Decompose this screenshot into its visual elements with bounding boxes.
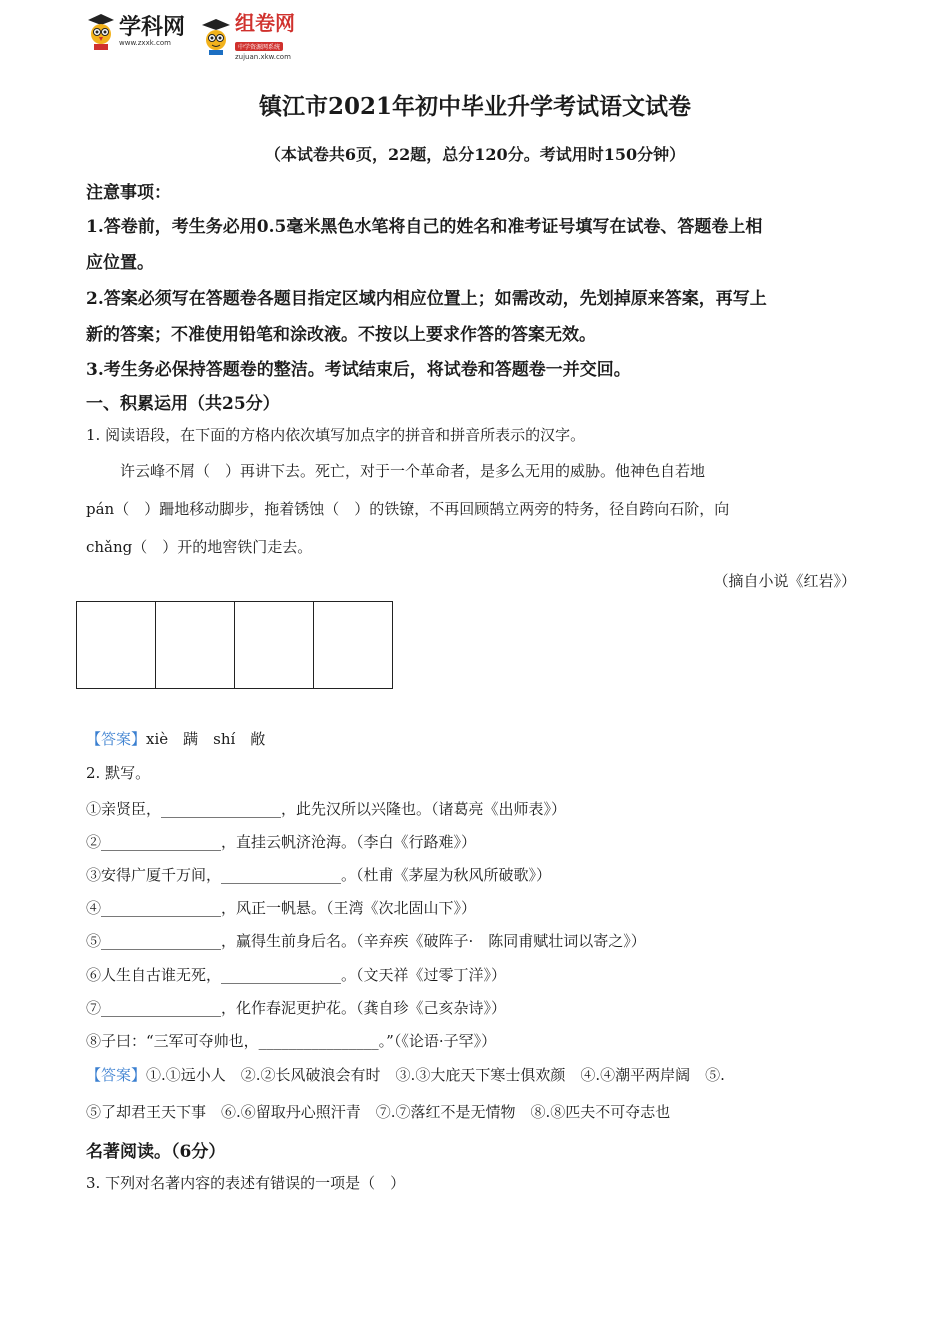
logo2-name: 组卷网 bbox=[235, 11, 295, 35]
logo1-name: 学科网 bbox=[119, 15, 186, 40]
zxxk-logo bbox=[86, 12, 185, 52]
answer-grid bbox=[76, 601, 393, 689]
q2-line-7: ⑦________________，化作春泥更护花。（龚自珍《己亥杂诗》） bbox=[86, 999, 507, 1017]
q1-source: （摘自小说《红岩》） bbox=[713, 572, 856, 590]
zujuan-logo bbox=[200, 12, 295, 61]
q1-stem: 1. 阅读语段，在下面的方格内依次填写加点字的拼音和拼音所表示的汉字。 bbox=[86, 426, 586, 444]
q3-stem: 3. 下列对名著内容的表述有错误的一项是（ ） bbox=[86, 1174, 406, 1192]
q2-answer-tag: 【答案】 bbox=[86, 1066, 147, 1084]
notice-item1-line2: 应位置。 bbox=[86, 253, 154, 273]
q2-stem: 2. 默写。 bbox=[86, 764, 151, 782]
answer-box-4[interactable] bbox=[314, 602, 392, 688]
q2-line-8: ⑧子曰：“三军可夺帅也，________________。”（《论语·子罕》） bbox=[86, 1032, 497, 1050]
q2-line-4: ④________________，风正一帆悬。（王湾《次北固山下》） bbox=[86, 899, 477, 917]
q1-para-line3: chǎng（ ）开的地窖铁门走去。 bbox=[86, 538, 313, 556]
answer-box-1[interactable] bbox=[77, 602, 156, 688]
q2-line-2: ②________________，直挂云帆济沧海。（李白《行路难》） bbox=[86, 833, 477, 851]
q2-answer-line1 bbox=[86, 1064, 725, 1085]
q2-line-1: ①亲贤臣，________________，此先汉所以兴隆也。（诸葛亮《出师表》） bbox=[86, 800, 567, 818]
section2-heading: 名著阅读。（6分） bbox=[86, 1142, 226, 1162]
logo1-url: www.zxxk.com bbox=[119, 39, 171, 47]
scholar-mascot-icon bbox=[200, 17, 232, 57]
notice-item2-line2: 新的答案；不准使用铅笔和涂改液。不按以上要求作答的答案无效。 bbox=[86, 325, 596, 345]
q2-line-3: ③安得广厦千万间，________________。（杜甫《茅屋为秋风所破歌》） bbox=[86, 866, 552, 884]
notice-item3: 3.考生务必保持答题卷的整洁。考试结束后，将试卷和答题卷一并交回。 bbox=[86, 360, 631, 380]
q1-answer bbox=[86, 728, 265, 749]
q2-answer-text1: ①.①远小人 ②.②长风破浪会有时 ③.③大庇天下寒士俱欢颜 ④.④潮平两岸阔 ⑤. bbox=[146, 1066, 725, 1084]
q2-answer-line2: ⑤了却君王天下事 ⑥.⑥留取丹心照汗青 ⑦.⑦落红不是无情物 ⑧.⑧匹夫不可夺志也 bbox=[86, 1103, 671, 1121]
section1-heading: 一、积累运用（共25分） bbox=[86, 394, 280, 414]
q1-para-line1: 许云峰不屑（ ）再讲下去。死亡，对于一个革命者，是多么无用的威胁。他神色自若地 bbox=[120, 462, 706, 480]
page-title: 镇江市2021年初中毕业升学考试语文试卷 bbox=[258, 93, 691, 120]
q2-line-6: ⑥人生自古谁无死，________________。（文天祥《过零丁洋》） bbox=[86, 966, 507, 984]
logo2-band: 中学资源网系统 bbox=[235, 42, 283, 51]
q1-para-line2: pán（ ）跚地移动脚步，拖着锈蚀（ ）的铁镣，不再回顾鹄立两旁的特务，径自跨向石阶，向 bbox=[86, 500, 730, 518]
notice-heading: 注意事项： bbox=[86, 183, 171, 203]
q1-answer-text: xiè 蹒 shí 敞 bbox=[146, 730, 266, 748]
answer-box-2[interactable] bbox=[156, 602, 235, 688]
page-subtitle: （本试卷共6页，22题，总分120分。考试用时150分钟） bbox=[264, 145, 686, 164]
q2-line-5: ⑤________________，赢得生前身后名。（辛弃疾《破阵子· 陈同甫赋壮词以寄之》） bbox=[86, 932, 646, 950]
notice-item1-line1: 1.答卷前，考生务必用0.5毫米黑色水笔将自己的姓名和准考证号填写在试卷、答题卷上相 bbox=[86, 217, 763, 237]
owl-mascot-icon bbox=[86, 12, 116, 52]
logo2-url: zujuan.xkw.com bbox=[235, 53, 291, 61]
q1-answer-tag: 【答案】 bbox=[86, 730, 147, 748]
notice-item2-line1: 2.答案必须写在答题卷各题目指定区域内相应位置上；如需改动，先划掉原来答案，再写上 bbox=[86, 289, 767, 309]
answer-box-3[interactable] bbox=[235, 602, 314, 688]
